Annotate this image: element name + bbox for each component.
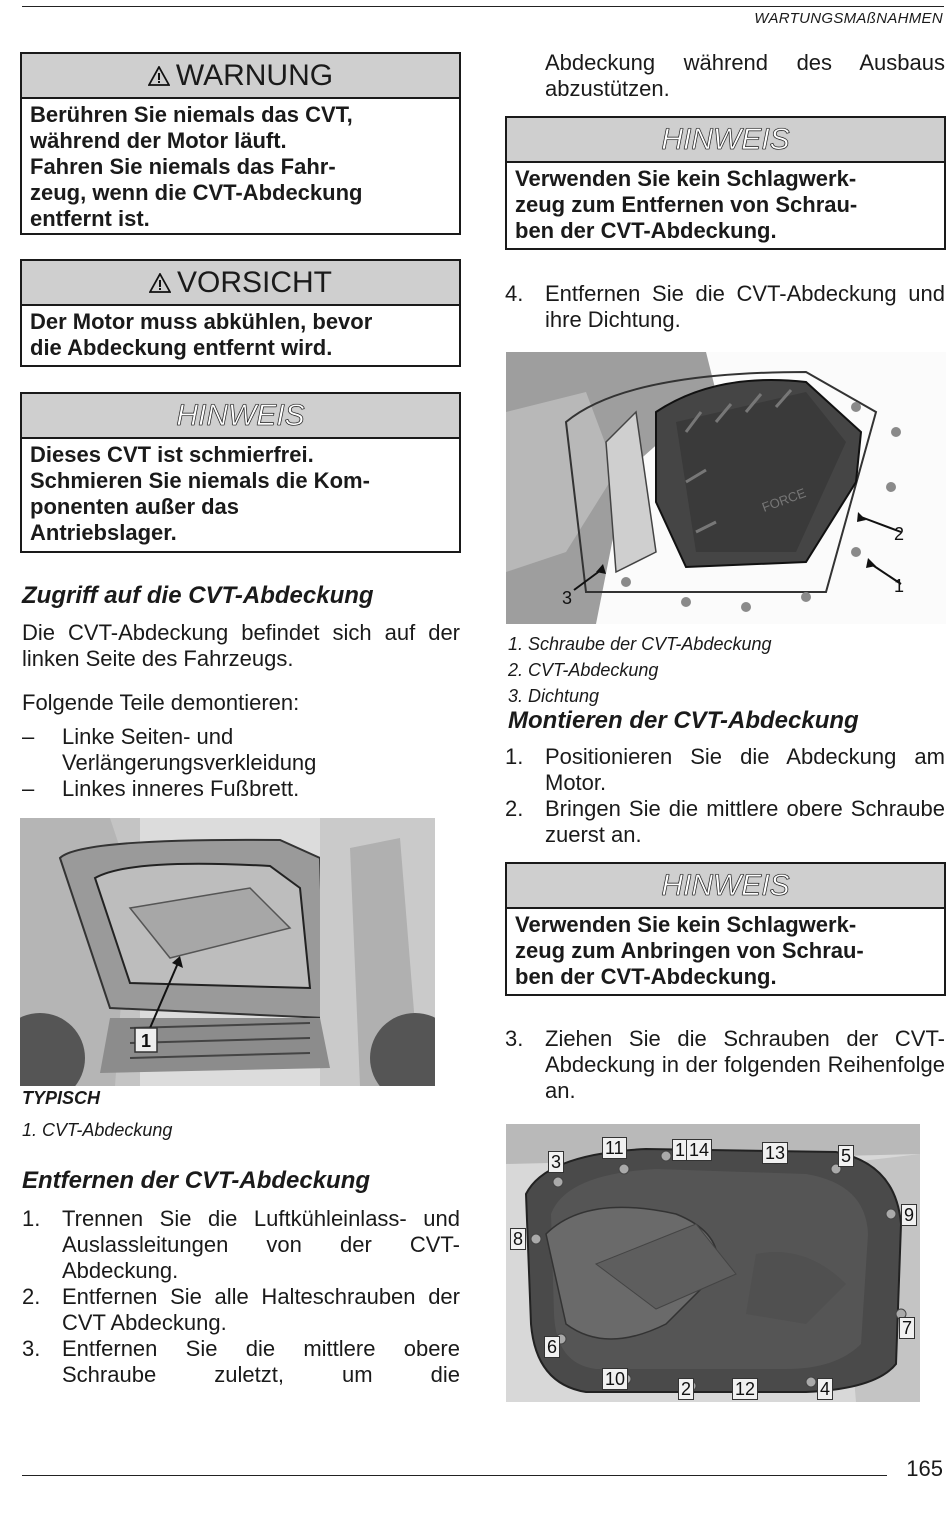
sequence-label-8: 8 (510, 1228, 526, 1250)
notice-box-removal (505, 116, 946, 250)
sequence-label-9: 9 (901, 1204, 917, 1226)
list-item: 1. Trennen Sie die Luftkühleinlass- und Auslassleitungen von der CVT-Abdeckung. (22, 1206, 460, 1283)
figure-cvt-cover-removal (506, 352, 946, 624)
notice-header: HINWEIS (507, 118, 944, 163)
caution-header (22, 261, 459, 306)
caution-box (20, 259, 461, 367)
access-intro: Die CVT-Abdeckung befindet sich auf der linken Seite des Fahrzeugs. (22, 620, 460, 671)
notice-text: Verwenden Sie kein Schlagwerk- zeug zum Entfernen von Schrau- ben der CVT-Abdeckung. (515, 166, 858, 243)
notice-header: HINWEIS (507, 864, 944, 909)
removal-step-4 (505, 281, 945, 333)
warning-triangle-icon (148, 66, 170, 86)
cvt-location-illustration (20, 818, 435, 1086)
section-title-install: Montieren der CVT-Abdeckung (508, 707, 859, 734)
caution-title: VORSICHT (176, 266, 332, 299)
sequence-label-4: 4 (817, 1378, 833, 1400)
figure-caption-1: 1. Schraube der CVT-Abdeckung (508, 634, 772, 654)
removal-steps (22, 1206, 460, 1388)
callout-3: 3 (562, 588, 573, 608)
notice-text: Verwenden Sie kein Schlagwerk- zeug zum Anbringen von Schrau- ben der CVT-Abdeckung. (515, 912, 864, 989)
notice-box-lubrication (20, 392, 461, 553)
sequence-label-10: 10 (602, 1368, 628, 1390)
sequence-label-6: 6 (544, 1336, 560, 1358)
sequence-label-13: 13 (762, 1142, 788, 1164)
list-item: 3. Entfernen Sie die mittlere obere Schraube zuletzt, um die (22, 1336, 460, 1387)
install-step-3 (505, 1026, 945, 1104)
cvt-cover-illustration (506, 352, 946, 624)
figure-label-typical: TYPISCH (22, 1088, 101, 1108)
caution-triangle-icon (149, 273, 171, 293)
section-title-access: Zugriff auf die CVT-Abdeckung (22, 582, 374, 609)
list-item: 1. Positionieren Sie die Abdeckung am Motor. (505, 744, 945, 795)
sequence-label-1: 1 (672, 1139, 688, 1161)
notice-text: Dieses CVT ist schmierfrei. Schmieren Sie niemals die Kom- ponenten außer das Antriebslager. (30, 442, 370, 545)
list-item: 4. Entfernen Sie die CVT-Abdeckung und ihre Dichtung. (505, 281, 945, 332)
sequence-label-3: 3 (548, 1151, 564, 1173)
sequence-label-2: 2 (678, 1378, 694, 1400)
sequence-label-14: 14 (686, 1139, 712, 1161)
page-number: 165 (906, 1456, 943, 1481)
callout-1: 1 (140, 1031, 152, 1051)
notice-box-install (505, 862, 946, 996)
sequence-label-12: 12 (732, 1378, 758, 1400)
bottom-rule (22, 1475, 887, 1476)
tightening-sequence-illustration (506, 1124, 920, 1402)
callout-2: 2 (894, 524, 905, 544)
warning-header (22, 54, 459, 99)
warning-title: WARNUNG (175, 59, 334, 92)
figure-cvt-location (20, 818, 435, 1086)
cover-logo: FORCE (759, 485, 808, 515)
list-item: – Linke Seiten- und Verlängerungsverkleidung (22, 724, 317, 775)
sequence-label-7: 7 (899, 1317, 915, 1339)
list-item: 2. Entfernen Sie alle Halteschrauben der CVT Abdeckung. (22, 1284, 460, 1335)
remove-parts-intro: Folgende Teile demontieren: (22, 690, 300, 715)
section-title-removal: Entfernen der CVT-Abdeckung (22, 1167, 371, 1194)
top-rule (22, 6, 944, 7)
notice-header: HINWEIS (22, 394, 459, 439)
callout-1: 1 (894, 576, 905, 596)
caution-text: Der Motor muss abkühlen, bevor die Abdeckung entfernt wird. (30, 309, 373, 360)
list-item: 2. Bringen Sie die mittlere obere Schraube zuerst an. (505, 796, 945, 847)
dash-list (22, 724, 462, 802)
step3-continued: Abdeckung während des Ausbaus abzustützen. (545, 50, 945, 101)
figure-caption-2: 2. CVT-Abdeckung (508, 660, 659, 680)
sequence-label-5: 5 (838, 1145, 854, 1167)
figure-caption: 1. CVT-Abdeckung (22, 1120, 173, 1140)
figure-tightening-sequence (506, 1124, 920, 1402)
running-head: WARTUNGSMAßNAHMEN (754, 10, 943, 27)
sequence-label-11: 11 (602, 1137, 627, 1159)
warning-box (20, 52, 461, 235)
list-item: – Linkes inneres Fußbrett. (22, 776, 300, 801)
figure-caption-3: 3. Dichtung (508, 686, 600, 706)
list-item: 3. Ziehen Sie die Schrauben der CVT-Abdeckung in der folgenden Reihenfolge an. (505, 1026, 945, 1103)
warning-text: Berühren Sie niemals das CVT, während der Motor läuft. Fahren Sie niemals das Fahr- zeug, wenn die CVT-Abdeckung entfernt ist. (30, 102, 363, 231)
install-steps (505, 744, 945, 848)
